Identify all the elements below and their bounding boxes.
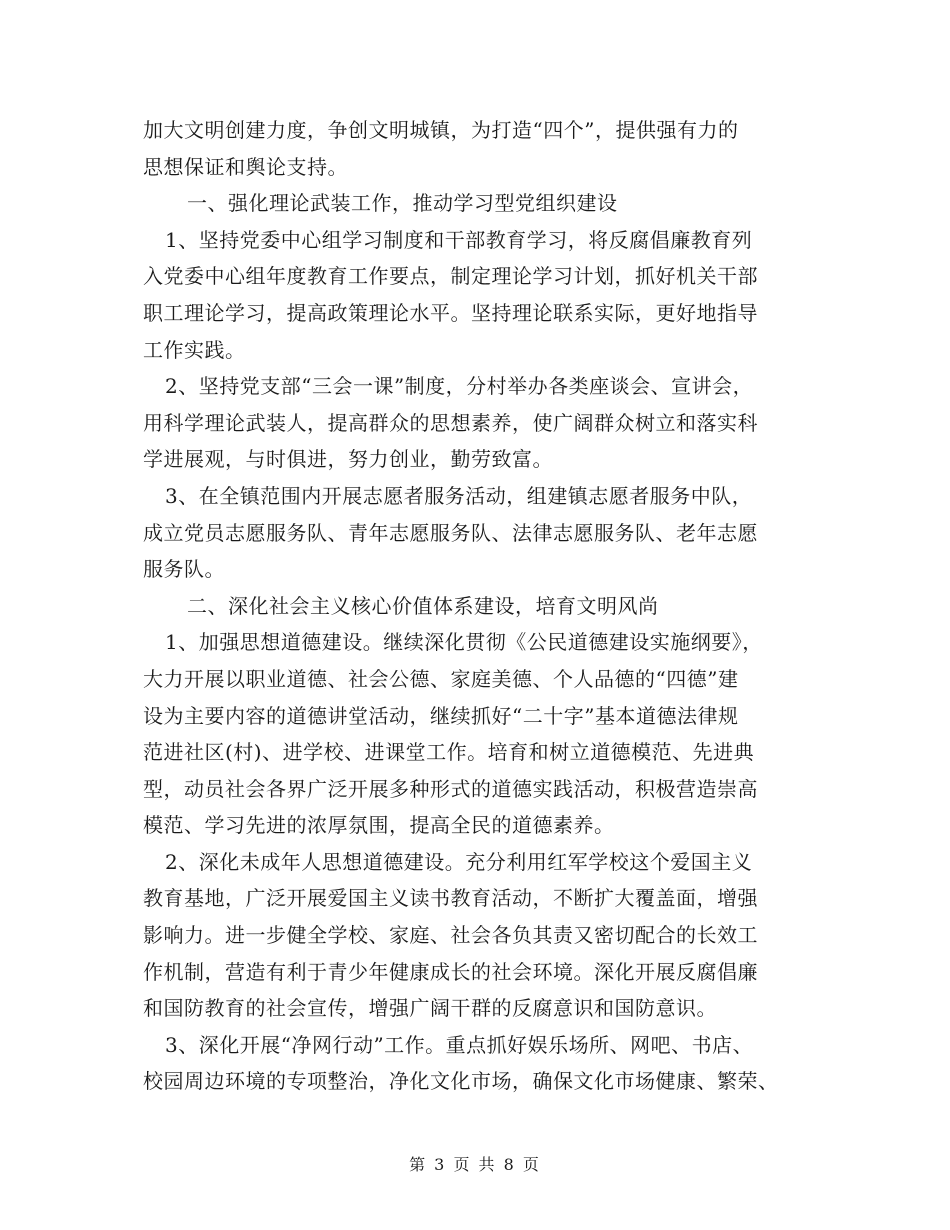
body-line: 3、在全镇范围内开展志愿者服务活动，组建镇志愿者服务中队， (165, 483, 753, 508)
body-line: 思想保证和舆论支持。 (143, 154, 348, 179)
body-line: 加大文明创建力度，争创文明城镇，为打造“四个”，提供强有力的 (143, 118, 739, 142)
body-line: 入党委中心组年度教育工作要点，制定理论学习计划，抓好机关干部 (143, 264, 758, 289)
body-line: 教育基地，广泛开展爱国主义读书教育活动，不断扩大覆盖面，增强 (143, 886, 758, 911)
body-line: 校园周边环境的专项整治，净化文化市场，确保文化市场健康、繁荣、 (143, 1069, 779, 1094)
body-line: 2、坚持党支部“三会一课”制度，分村举办各类座谈会、宣讲会， (165, 374, 754, 399)
page-footer: 第 3 页 共 8 页 (409, 1155, 541, 1174)
body-line: 服务队。 (143, 557, 225, 582)
body-line: 学进展观，与时俱进，努力创业，勤劳致富。 (143, 447, 553, 472)
body-line: 影响力。进一步健全学校、家庭、社会各负其责又密切配合的长效工 (143, 923, 758, 948)
body-line: 设为主要内容的道德讲堂活动，继续抓好“二十字”基本道德法律规 (143, 703, 739, 728)
body-line: 成立党员志愿服务队、青年志愿服务队、法律志愿服务队、老年志愿 (143, 520, 758, 545)
body-line: 大力开展以职业道德、社会公德、家庭美德、个人品德的“四德”建 (143, 666, 739, 691)
body-line: 范进社区(村)、进学校、进课堂工作。培育和树立道德模范、先进典 (143, 740, 755, 765)
body-line: 二、深化社会主义核心价值体系建设，培育文明风尚 (187, 593, 659, 618)
body-line: 模范、学习先进的浓厚氛围，提高全民的道德素养。 (143, 813, 615, 838)
body-line: 1、坚持党委中心组学习制度和干部教育学习，将反腐倡廉教育列 (165, 227, 753, 252)
body-line: 1、加强思想道德建设。继续深化贯彻《公民道德建设实施纲要》， (165, 630, 763, 655)
body-line: 工作实践。 (143, 337, 246, 362)
body-line: 3、深化开展“净网行动”工作。重点抓好娱乐场所、网吧、书店、 (165, 1032, 754, 1057)
body-line: 职工理论学习，提高政策理论水平。坚持理论联系实际，更好地指导 (143, 300, 758, 325)
body-line: 一、强化理论武装工作，推动学习型党组织建设 (187, 191, 618, 216)
body-line: 型，动员社会各界广泛开展多种形式的道德实践活动，积极营造崇高 (143, 776, 758, 801)
body-line: 作机制，营造有利于青少年健康成长的社会环境。深化开展反腐倡廉 (143, 959, 758, 984)
body-line: 和国防教育的社会宣传，增强广阔干群的反腐意识和国防意识。 (143, 996, 717, 1021)
document-body (143, 112, 823, 1100)
body-line: 2、深化未成年人思想道德建设。充分利用红军学校这个爱国主义 (165, 849, 753, 874)
body-line: 用科学理论武装人，提高群众的思想素养，使广阔群众树立和落实科 (143, 410, 758, 435)
